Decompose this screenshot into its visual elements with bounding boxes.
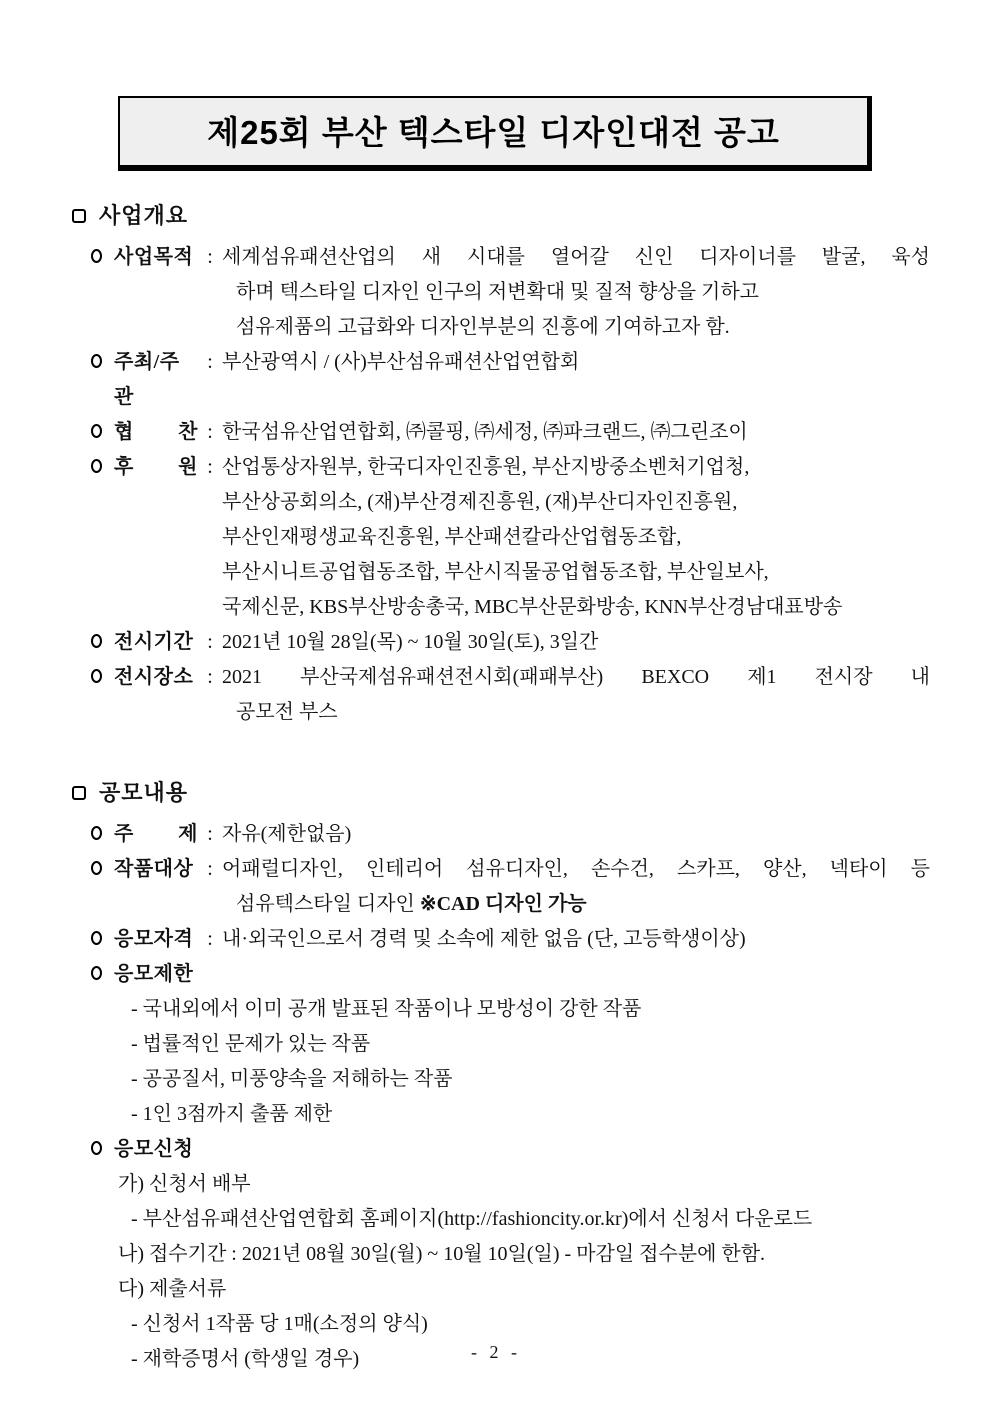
text-line: 국제신문, KBS부산방송총국, MBC부산문화방송, KNN부산경남대표방송: [222, 596, 843, 618]
item-host: [91, 345, 930, 415]
text-fragment-bold: ※CAD 디자인 가능: [419, 893, 587, 915]
text-line: 자유(제한없음): [222, 823, 352, 845]
application-line: 가) 신청서 배부: [118, 1173, 251, 1195]
restriction-line: - 국내외에서 이미 공개 발표된 작품이나 모방성이 강한 작품: [131, 998, 642, 1020]
text-line: 산업통상자원부, 한국디자인진흥원, 부산지방중소벤처기업청,: [222, 456, 750, 478]
text-line: 하며 텍스타일 디자인 인구의 저변확대 및 질적 향상을 기하고: [236, 281, 759, 303]
circle-bullet-icon: [91, 861, 102, 875]
item-content: [222, 660, 930, 730]
label-colon: :: [207, 246, 213, 268]
page-title: 제25회 부산 텍스타일 디자인대전 공고: [207, 114, 780, 151]
restriction-line: - 공공질서, 미풍양속을 저해하는 작품: [131, 1068, 453, 1090]
circle-bullet-icon: [91, 669, 102, 683]
label-colon: :: [207, 928, 213, 950]
item-label: 협 찬: [114, 421, 198, 443]
restriction-line: - 법률적인 문제가 있는 작품: [131, 1033, 371, 1055]
item-exhibit-venue: [91, 660, 930, 730]
label-colon: :: [207, 666, 213, 688]
text-line: 섬유제품의 고급화와 디자인부분의 진흥에 기여하고자 함.: [236, 316, 730, 338]
item-purpose: [91, 240, 930, 345]
item-label: 사업목적: [114, 246, 194, 268]
item-content: [222, 450, 930, 625]
section-heading-text: 사업개요: [99, 203, 189, 228]
label-colon: :: [207, 823, 213, 845]
item-content: [222, 852, 930, 922]
restriction-line: - 1인 3점까지 출품 제한: [131, 1103, 333, 1125]
item-eligibility: [91, 922, 930, 957]
application-line: 나) 접수기간 : 2021년 08월 30일(월) ~ 10월 10일(일) - 마감일 접수분에 한함.: [118, 1243, 766, 1265]
label-colon: :: [207, 858, 213, 880]
item-restriction: [91, 957, 930, 992]
text-line: 2021년 10월 28일(목) ~ 10월 30일(토), 3일간: [222, 631, 599, 653]
circle-bullet-icon: [91, 826, 102, 840]
text-line: 2021 부산국제섬유패션전시회(패패부산) BEXCO 제1 전시장 내: [222, 666, 930, 688]
label-colon: :: [207, 421, 213, 443]
section-heading-text: 공모내용: [99, 780, 189, 805]
circle-bullet-icon: [91, 1141, 102, 1155]
item-label: 작품대상: [114, 858, 194, 880]
circle-bullet-icon: [91, 966, 102, 980]
item-label: 후 원: [114, 456, 198, 478]
text-line: 부산시니트공업협동조합, 부산시직물공업협동조합, 부산일보사,: [222, 561, 769, 583]
circle-bullet-icon: [91, 931, 102, 945]
text-line: 부산광역시 / (사)부산섬유패션산업연합회: [222, 351, 580, 373]
item-application: [91, 1132, 930, 1167]
item-content: [222, 345, 930, 380]
item-content: [222, 415, 930, 450]
item-content: [222, 922, 930, 957]
text-line: 부산인재평생교육진흥원, 부산패션칼라산업협동조합,: [222, 526, 682, 548]
text-line: 어패럴디자인, 인테리어 섬유디자인, 손수건, 스카프, 양산, 넥타이 등: [222, 858, 930, 880]
item-label: 응모신청: [114, 1138, 194, 1160]
label-colon: :: [207, 351, 213, 373]
text-line: 부산상공회의소, (재)부산경제진흥원, (재)부산디자인진흥원,: [222, 491, 738, 513]
square-bullet-icon: [72, 209, 86, 223]
item-label: 주최/주관: [114, 351, 180, 408]
item-label: 전시기간: [114, 631, 194, 653]
item-content: [222, 240, 930, 345]
label-colon: :: [207, 456, 213, 478]
text-line: 내·외국인으로서 경력 및 소속에 제한 없음 (단, 고등학생이상): [222, 928, 746, 950]
item-target: [91, 852, 930, 922]
item-support: [91, 450, 930, 625]
circle-bullet-icon: [91, 634, 102, 648]
circle-bullet-icon: [91, 424, 102, 438]
item-exhibit-period: [91, 625, 930, 660]
application-line: - 부산섬유패션산업연합회 홈페이지(http://fashioncity.or.kr)에서 신청서 다운로드: [131, 1208, 813, 1230]
circle-bullet-icon: [91, 249, 102, 263]
item-label: 주 제: [114, 823, 198, 845]
text-line: 세계섬유패션산업의 새 시대를 열어갈 신인 디자이너를 발굴, 육성: [222, 246, 930, 268]
item-sponsor: [91, 415, 930, 450]
item-content: [222, 817, 930, 852]
section-heading-overview: [72, 199, 992, 230]
text-line: [222, 887, 930, 922]
circle-bullet-icon: [91, 354, 102, 368]
text-line: 공모전 부스: [236, 701, 338, 723]
square-bullet-icon: [72, 786, 86, 800]
item-content: [222, 625, 930, 660]
circle-bullet-icon: [91, 459, 102, 473]
page-number: - 2 -: [471, 1342, 521, 1362]
title-box: [118, 96, 872, 171]
label-colon: :: [207, 631, 213, 653]
item-label: 전시장소: [114, 666, 194, 688]
application-line: 다) 제출서류: [118, 1278, 227, 1300]
application-line: - 신청서 1작품 당 1매(소정의 양식): [131, 1313, 428, 1335]
item-label: 응모제한: [114, 963, 194, 985]
application-line: - 재학증명서 (학생일 경우): [131, 1348, 360, 1370]
text-fragment: 섬유텍스타일 디자인: [236, 893, 420, 915]
item-theme: [91, 817, 930, 852]
text-line: 한국섬유산업연합회, ㈜콜핑, ㈜세정, ㈜파크랜드, ㈜그린조이: [222, 421, 748, 443]
item-label: 응모자격: [114, 928, 194, 950]
section-heading-contest: [72, 776, 992, 807]
